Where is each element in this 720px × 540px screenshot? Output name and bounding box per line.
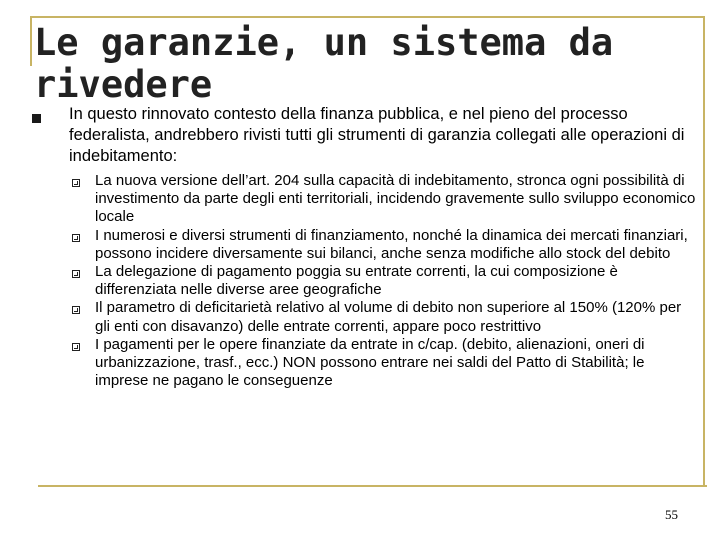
shadowed-square-bullet-icon — [72, 179, 80, 187]
shadowed-square-bullet-icon — [72, 306, 80, 314]
filled-square-bullet-icon — [32, 114, 41, 123]
shadowed-square-bullet-icon — [72, 234, 80, 242]
list-item — [70, 172, 700, 227]
list-item — [70, 227, 700, 263]
list-item-text: La delegazione di pagamento poggia su entrate correnti, la cui composizione è differenziata nelle diverse aree geografiche — [95, 263, 618, 299]
frame-left-line — [30, 16, 32, 66]
list-item — [70, 336, 700, 391]
intro-paragraph: In questo rinnovato contesto della finanza pubblica, e nel pieno del processo federalista, andrebbero rivisti tutti gli strumenti di garanzia collegati alle operazioni di indebitamento: — [69, 105, 685, 165]
frame-bottom-line — [38, 485, 707, 487]
list-item-text: Il parametro di deficitarietà relativo al volume di debito non superiore al 150% (120% per gli enti con disavanzo) delle entrate correnti, appare poco restrittivo — [95, 299, 682, 335]
page-number: 55 — [665, 507, 678, 522]
list-item-text: I numerosi e diversi strumenti di finanziamento, nonché la dinamica dei mercati finanziari, possono incidere diversamente sui bilanci, anche senza modifiche allo stock del debito — [95, 226, 688, 262]
list-item-text: La nuova versione dell’art. 204 sulla capacità di indebitamento, stronca ogni possibilità di investimento da parte degli enti territoriali, incidendo gravemente sullo sviluppo economico locale — [95, 172, 696, 226]
frame-top-line — [30, 16, 704, 18]
shadowed-square-bullet-icon — [72, 343, 80, 351]
shadowed-square-bullet-icon — [72, 270, 80, 278]
list-item — [70, 299, 700, 335]
sub-bullet-list — [70, 172, 700, 390]
slide-title: Le garanzie, un sistema da rivedere — [34, 21, 614, 106]
frame-right-line — [703, 16, 705, 486]
list-item — [70, 263, 700, 299]
list-item-text: I pagamenti per le opere finanziate da entrate in c/cap. (debito, alienazioni, oneri di urbanizzazione, trasf., ecc.) NON possono entrare nei saldi del Patto di Stabilità; le imprese ne pagano le conseguenze — [95, 335, 645, 390]
